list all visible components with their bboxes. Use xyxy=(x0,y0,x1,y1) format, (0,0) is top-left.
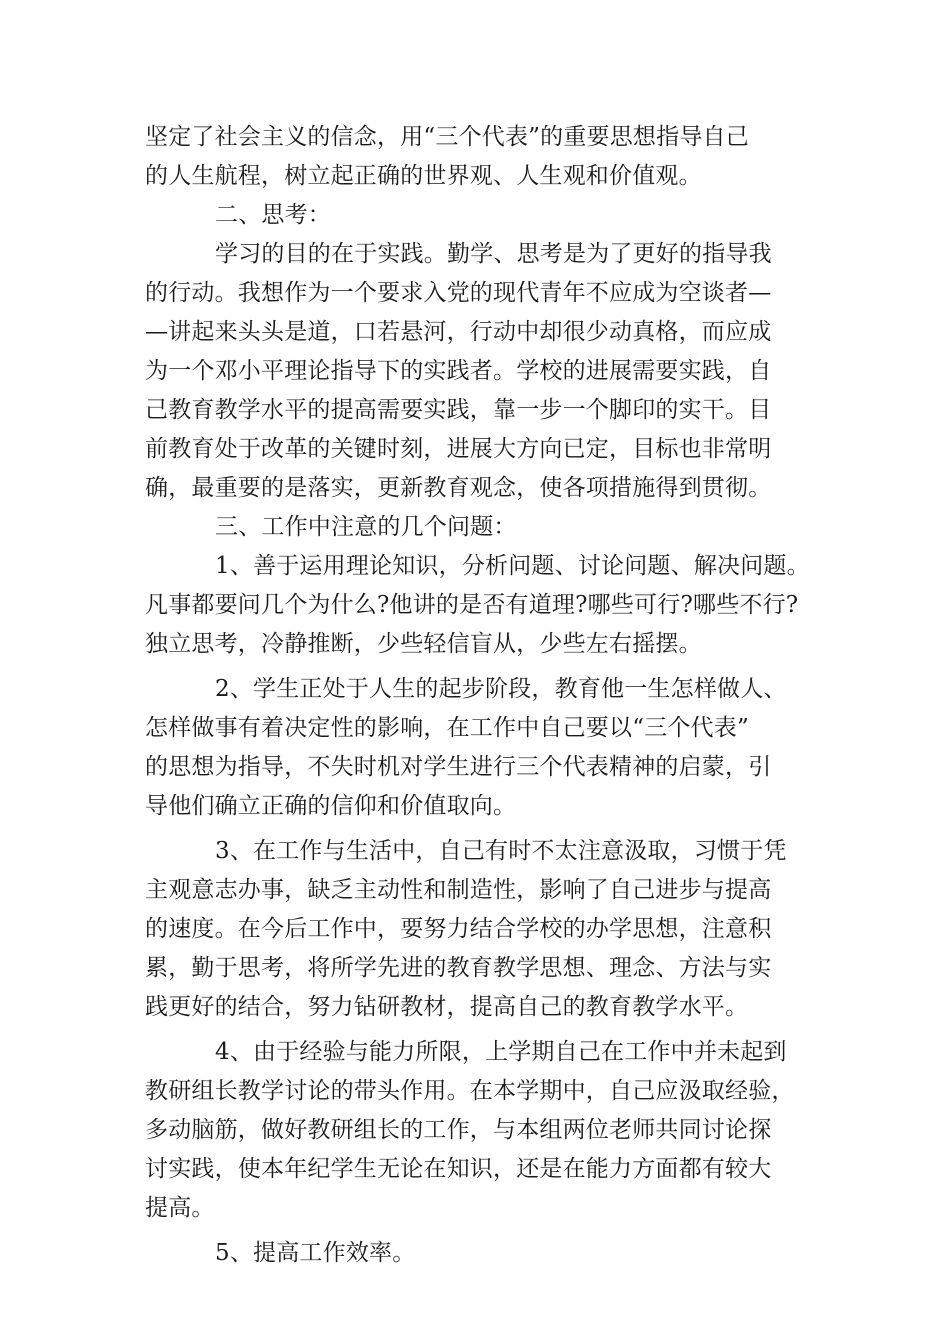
text-line: 践更好的结合，努力钻研教材，提高自己的教育教学水平。 xyxy=(145,994,749,1020)
text-line: 的人生航程，树立起正确的世界观、人生观和价值观。 xyxy=(145,163,702,189)
list-item-3: 3、在工作与生活中，自己有时不太注意汲取，习惯于凭 xyxy=(215,838,787,864)
text-line: 怎样做事有着决定性的影响，在工作中自己要以“三个代表” xyxy=(145,715,749,741)
text-line: 前教育处于改革的关键时刻，进展大方向已定，目标也非常明 xyxy=(145,436,772,462)
text-line: 学习的目的在于实践。勤学、思考是为了更好的指导我 xyxy=(215,241,772,267)
section-heading-thinking: 二、思考： xyxy=(215,202,331,228)
list-item-4: 4、由于经验与能力所限，上学期自己在工作中并未起到 xyxy=(215,1039,787,1065)
text-line: 教研组长教学讨论的带头作用。在本学期中，自己应汲取经验， xyxy=(145,1078,795,1104)
text-line: —讲起来头头是道，口若悬河，行动中却很少动真格，而应成 xyxy=(145,319,772,345)
text-line: 多动脑筋，做好教研组长的工作，与本组两位老师共同讨论探 xyxy=(145,1117,772,1143)
text-line: 的行动。我想作为一个要求入党的现代青年不应成为空谈者— xyxy=(145,280,772,306)
text-line: 坚定了社会主义的信念，用“三个代表”的重要思想指导自己 xyxy=(145,124,749,150)
text-line: 主观意志办事，缺乏主动性和制造性，影响了自己进步与提高 xyxy=(145,877,772,903)
text-line: 确，最重要的是落实，更新教育观念，使各项措施得到贯彻。 xyxy=(145,475,772,501)
text-line: 为一个邓小平理论指导下的实践者。学校的进展需要实践，自 xyxy=(145,358,772,384)
text-line: 的思想为指导，不失时机对学生进行三个代表精神的启蒙，引 xyxy=(145,754,772,780)
text-line: 己教育教学水平的提高需要实践，靠一步一个脚印的实干。目 xyxy=(145,397,772,423)
text-line: 提高。 xyxy=(145,1195,215,1221)
list-item-1: 1、善于运用理论知识，分析问题、讨论问题、解决问题。 xyxy=(215,553,810,579)
text-line: 累，勤于思考，将所学先进的教育教学思想、理念、方法与实 xyxy=(145,955,772,981)
document-body xyxy=(145,118,825,1273)
list-item-5: 5、提高工作效率。 xyxy=(215,1240,416,1266)
text-line: 凡事都要问几个为什么?他讲的是否有道理?哪些可行?哪些不行? xyxy=(145,592,799,618)
text-line: 导他们确立正确的信仰和价值取向。 xyxy=(145,793,517,819)
text-line: 讨实践，使本年纪学生无论在知识，还是在能力方面都有较大 xyxy=(145,1156,772,1182)
text-line: 独立思考，冷静推断，少些轻信盲从，少些左右摇摆。 xyxy=(145,631,702,657)
section-heading-issues: 三、工作中注意的几个问题： xyxy=(215,514,517,540)
text-line: 的速度。在今后工作中，要努力结合学校的办学思想，注意积 xyxy=(145,916,772,942)
list-item-2: 2、学生正处于人生的起步阶段，教育他一生怎样做人、 xyxy=(215,676,787,702)
